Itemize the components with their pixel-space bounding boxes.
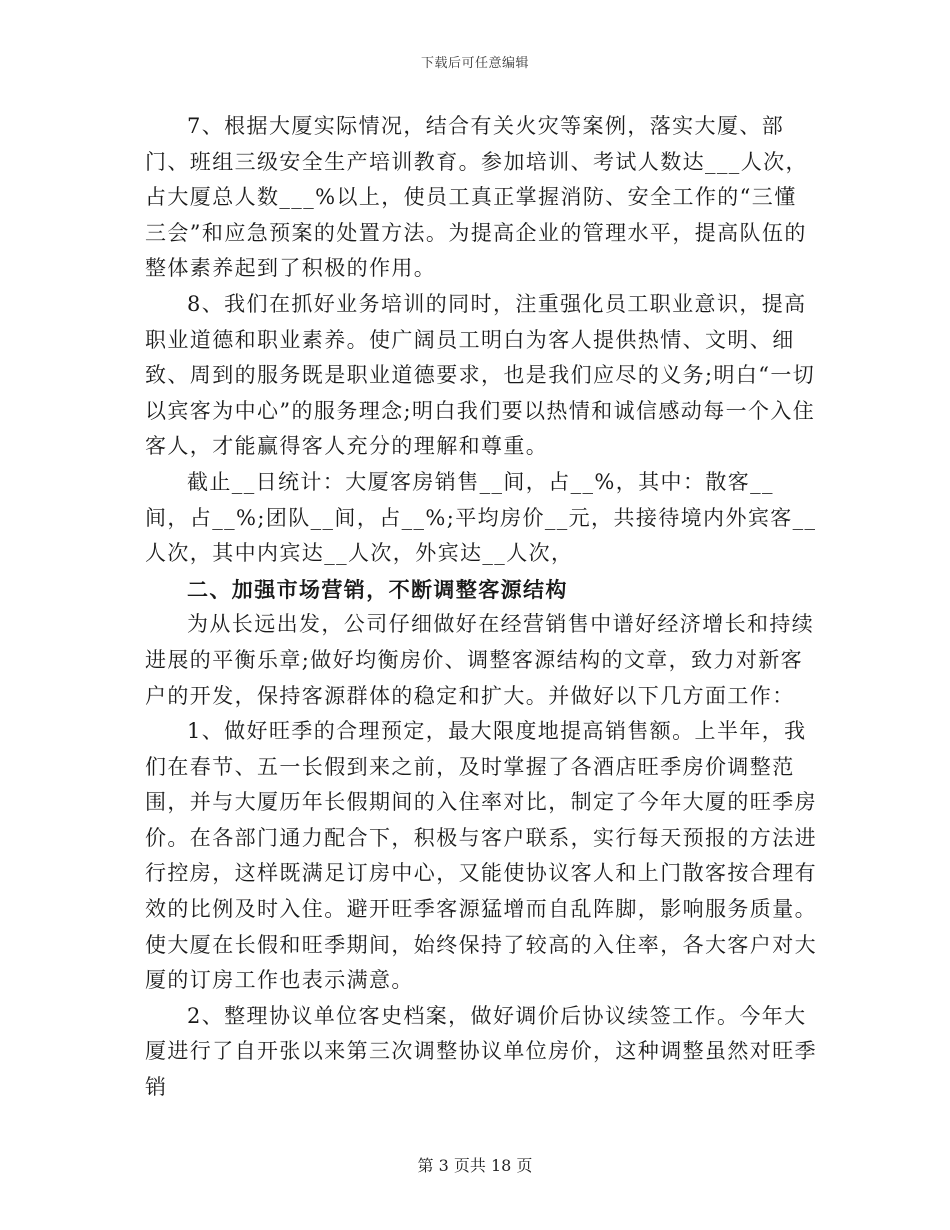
page-number: 第 3 页共 18 页 — [417, 1156, 533, 1175]
document-body — [145, 109, 817, 1106]
section-heading: 二、加强市场营销，不断调整客源结构 — [187, 576, 568, 602]
header-note: 下载后可任意编辑 — [420, 56, 529, 71]
paragraph-item-1: 1、做好旺季的合理预定，最大限度地提高销售额。上半年，我们在春节、五一长假到来之前，及时掌握了各酒店旺季房价调整范围，并与大厦历年长假期间的入住率对比，制定了今年大厦的旺季房价。在各部门通力配合下，积极与客户联系，实行每天预报的方法进行控房，这样既满足订房中心，又能使协议客人和上门散客按合理有效的比例及时入住。避开旺季客源猛增而自乱阵脚，影响服务质量。使大厦在长假和旺季期间，始终保持了较高的入住率，各大客户对大厦的订房工作也表示满意。 — [145, 719, 817, 993]
paragraph-intro: 为从长远出发，公司仔细做好在经营销售中谱好经济增长和持续进展的平衡乐章;做好均衡房价、调整客源结构的文章，致力对新客户的开发，保持客源群体的稳定和扩大。并做好以下几方面工作： — [145, 612, 815, 708]
paragraph-statistics: 截止__日统计：大厦客房销售__间，占__%，其中：散客__间，占__%;团队__间，占__%;平均房价__元，共接待境内外宾客__人次，其中内宾达__人次，外宾达__人次， — [145, 469, 817, 566]
paragraph-item-2: 2、整理协议单位客史档案，做好调价后协议续签工作。今年大厦进行了自开张以来第三次调整协议单位房价，这种调整虽然对旺季销 — [145, 1003, 817, 1100]
paragraph-item-8: 8、我们在抓好业务培训的同时，注重强化员工职业意识，提高职业道德和职业素养。使广阔员工明白为客人提供热情、文明、细致、周到的服务既是职业道德要求，也是我们应尽的义务;明白“一切以宾客为中心”的服务理念;明白我们要以热情和诚信感动每一个入住客人，才能赢得客人充分的理解和尊重。 — [145, 291, 816, 459]
paragraph-item-7: 7、根据大厦实际情况，结合有关火灾等案例，落实大厦、部门、班组三级安全生产培训教育。参加培训、考试人数达___人次，占大厦总人数___%以上，使员工真正掌握消防、安全工作的“三懂三会”和应急预案的处置方法。为提高企业的管理水平，提高队伍的整体素养起到了积极的作用。 — [145, 114, 808, 281]
